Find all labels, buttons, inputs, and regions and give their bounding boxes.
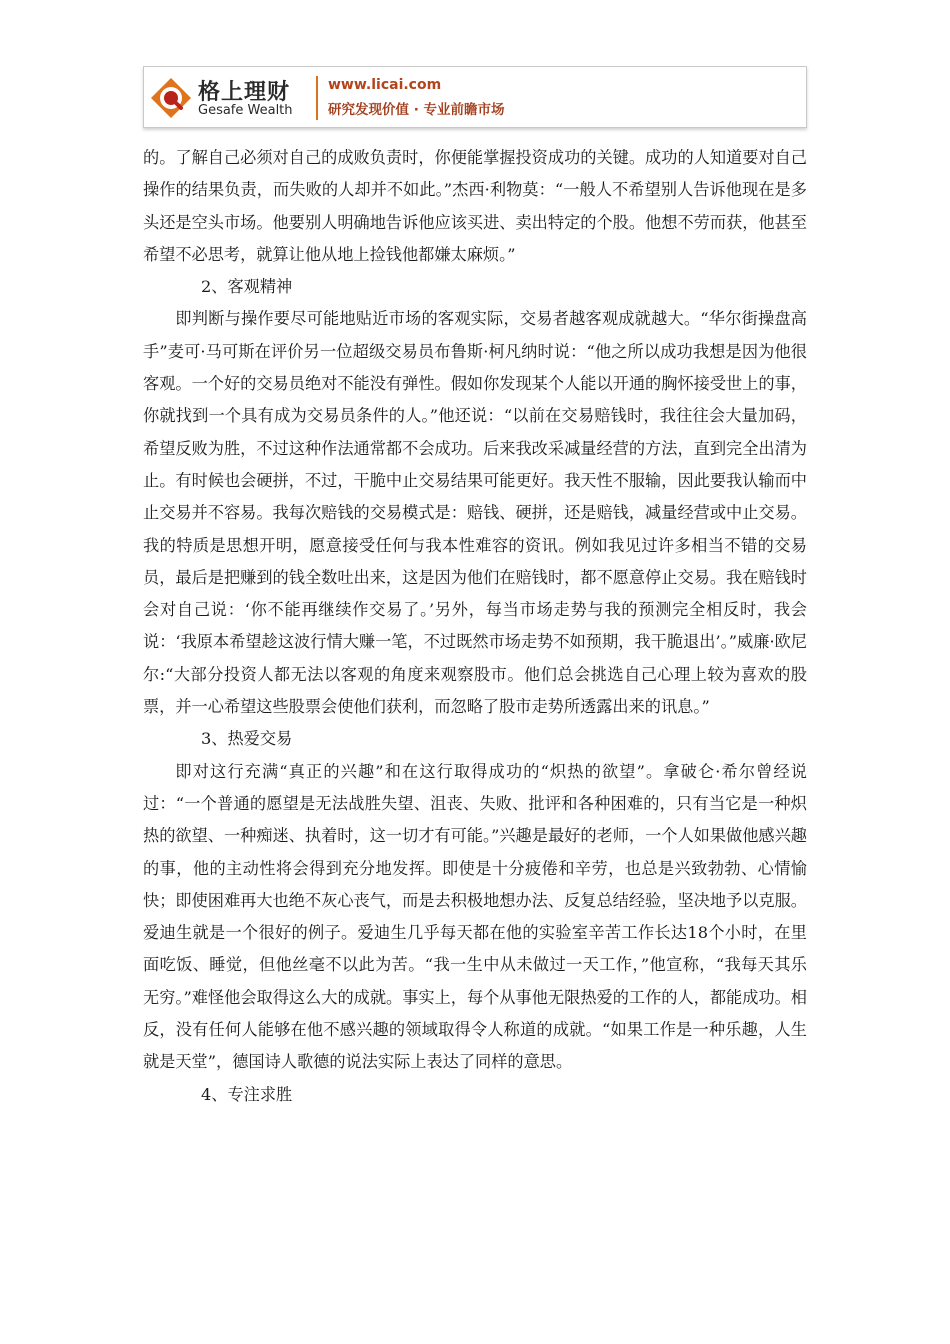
section-heading-objectivity: 2、客观精神 [201, 277, 293, 297]
page-header [143, 66, 807, 128]
header-divider [316, 76, 318, 120]
paragraph-objectivity: 即判断与操作要尽可能地贴近市场的客观实际，交易者越客观成就越大。“华尔街操盘高手”麦可·马可斯在评价另一位超级交易员布鲁斯·柯凡纳时说：“他之所以成功我想是因为他很客观。一个好的交易员绝对不能没有弹性。假如你发现某个人能以开通的胸怀接受世上的事，你就找到一个具有成为交易员条件的人。”他还说：“以前在交易赔钱时，我往往会大量加码，希望反败为胜，不过这种作法通常都不会成功。后来我改采减量经营的方法，直到完全出清为止。有时候也会硬拼，不过，干脆中止交易结果可能更好。我天性不服输，因此要我认输而中止交易并不容易。我每次赔钱的交易模式是：赔钱、硬拼，还是赔钱，减量经营或中止交易。我的特质是思想开明，愿意接受任何与我本性难容的资讯。例如我见过许多相当不错的交易员，最后是把赚到的钱全数吐出来，这是因为他们在赔钱时，都不愿意停止交易。我在赔钱时会对自己说：‘你不能再继续作交易了。’另外，每当市场走势与我的预测完全相反时，我会说：‘我原本希望趁这波行情大赚一笔，不过既然市场走势不如预期，我干脆退出’。”威廉·欧尼尔:“大部分投资人都无法以客观的角度来观察股市。他们总会挑选自己心理上较为喜欢的股票，并一心希望这些股票会使他们获利，而忽略了股市走势所透露出来的讯息。” [143, 309, 807, 717]
header-slogan: 研究发现价值 · 专业前瞻市场 [328, 102, 505, 118]
article-body [143, 142, 807, 1111]
brand-name-cn: 格上理财 [198, 80, 291, 105]
site-url-link[interactable]: www.licai.com [328, 77, 442, 93]
paragraph-continued: 的。了解自己必须对自己的成败负责时，你便能掌握投资成功的关键。成功的人知道要对自己操作的结果负责，而失败的人却并不如此。”杰西·利物莫：“一般人不希望别人告诉他现在是多头还是空头市场。他要别人明确地告诉他应该买进、卖出特定的个股。他想不劳而获，他甚至希望不必思考，就算让他从地上捡钱他都嫌太麻烦。” [143, 148, 807, 264]
paragraph-love-trading: 即对这行充满“真正的兴趣”和在这行取得成功的“炽热的欲望”。拿破仑·希尔曾经说过：“一个普通的愿望是无法战胜失望、沮丧、失败、批评和各种困难的，只有当它是一种炽热的欲望、一种痴迷、执着时，这一切才有可能。”兴趣是最好的老师，一个人如果做他感兴趣的事，他的主动性将会得到充分地发挥。即使是十分疲倦和辛劳，也总是兴致勃勃、心情愉快；即使困难再大也绝不灰心丧气，而是去积极地想办法、反复总结经验，坚决地予以克服。爱迪生就是一个很好的例子。爱迪生几乎每天都在他的实验室辛苦工作长达18个小时，在里面吃饭、睡觉，但他丝毫不以此为苦。“我一生中从未做过一天工作，”他宣称，“我每天其乐无穷。”难怪他会取得这么大的成就。事实上，每个从事他无限热爱的工作的人，都能成功。相反，没有任何人能够在他不感兴趣的领域取得令人称道的成就。“如果工作是一种乐趣，人生就是天堂”，德国诗人歌德的说法实际上表达了同样的意思。 [143, 761, 807, 1072]
brand-name-en: Gesafe Wealth [198, 103, 293, 118]
section-heading-love-trading: 3、热爱交易 [201, 729, 293, 749]
gesafe-logo-icon [148, 75, 194, 121]
section-heading-focus: 4、专注求胜 [201, 1084, 293, 1104]
